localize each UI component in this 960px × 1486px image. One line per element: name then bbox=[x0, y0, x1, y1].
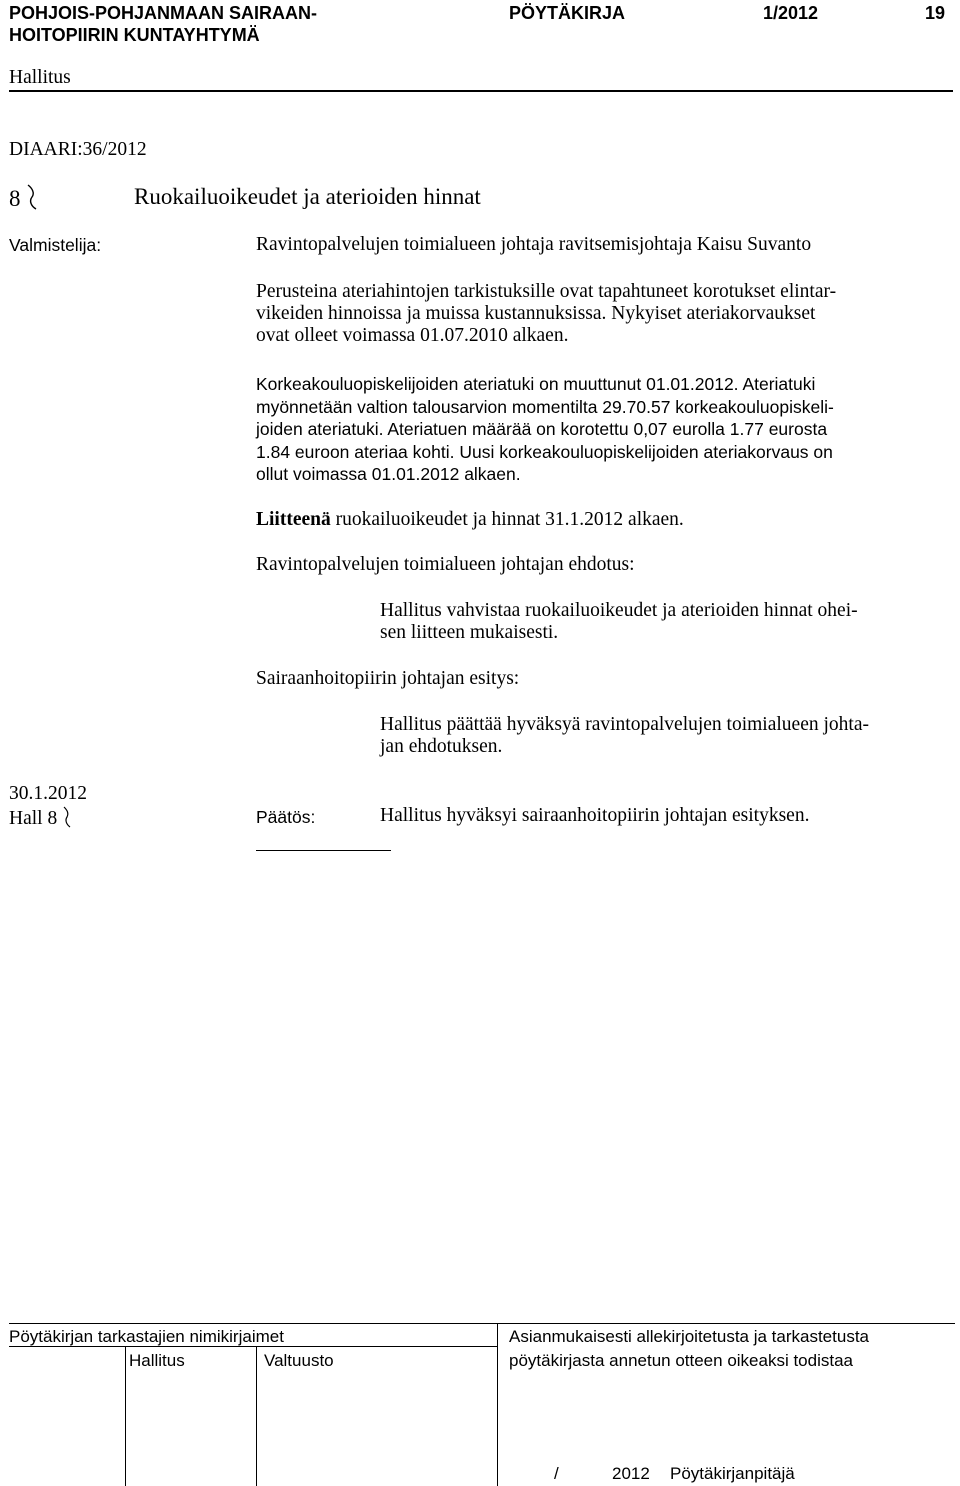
paragraph-2-line: joiden ateriatuki. Ateriatuen määrää on korotettu 0,07 eurolla 1.77 eurosta bbox=[256, 419, 828, 439]
section-number-row bbox=[9, 182, 33, 214]
header-rule bbox=[9, 90, 953, 92]
proposal-label: Ravintopalvelujen toimialueen johtajan ehdotus: bbox=[256, 554, 635, 575]
footer-divider bbox=[256, 1346, 257, 1486]
section-sign-icon bbox=[62, 805, 69, 829]
footer-certification-line2: pöytäkirjasta annetun otteen oikeaksi todistaa bbox=[509, 1351, 854, 1370]
presentation-line: Hallitus päättää hyväksyä ravintopalvelujen toimialueen johta- bbox=[380, 714, 869, 735]
decision-reference bbox=[9, 805, 69, 830]
footer-divider bbox=[125, 1346, 126, 1486]
decision-date: 30.1.2012 bbox=[9, 783, 87, 804]
paragraph-2-line: ollut voimassa 01.01.2012 alkaen. bbox=[256, 464, 521, 484]
attachment-text: ruokailuoikeudet ja hinnat 31.1.2012 alkaen. bbox=[330, 509, 684, 530]
document-type: PÖYTÄKIRJA bbox=[509, 3, 626, 23]
paragraph-1-line: ovat olleet voimassa 01.07.2010 alkaen. bbox=[256, 325, 569, 346]
section-sign-icon bbox=[26, 182, 33, 212]
footer-inner-rule bbox=[9, 1346, 497, 1347]
paragraph-2-line: Korkeakouluopiskelijoiden ateriatuki on muuttunut 01.01.2012. Ateriatuki bbox=[256, 374, 816, 394]
footer-divider bbox=[497, 1323, 498, 1486]
footer-rule bbox=[9, 1323, 955, 1324]
page-number: 19 bbox=[925, 3, 946, 23]
footer-inspectors-council: Valtuusto bbox=[264, 1351, 334, 1370]
paragraph-2-line: 1.84 euroon ateriaa kohti. Uusi korkeakouluopiskelijoiden ateriakorvaus on bbox=[256, 442, 833, 462]
decision-end-rule bbox=[256, 850, 391, 851]
issue-number: 1/2012 bbox=[763, 3, 819, 23]
footer-certification-line1: Asianmukaisesti allekirjoitetusta ja tarkastetusta bbox=[509, 1327, 869, 1346]
section-number: 8 bbox=[9, 186, 21, 211]
footer-signature-role: Pöytäkirjanpitäjä bbox=[670, 1464, 795, 1483]
footer-signature-year: 2012 bbox=[612, 1464, 650, 1483]
paragraph-1-line: vikeiden hinnoissa ja muissa kustannuksissa. Nykyiset ateriakorvaukset bbox=[256, 303, 816, 324]
decision-reference-text: Hall 8 bbox=[9, 808, 58, 829]
footer-inspectors-board: Hallitus bbox=[129, 1351, 185, 1370]
footer-signature-slash: / bbox=[554, 1464, 559, 1483]
org-name-line1: POHJOIS-POHJANMAAN SAIRAAN- bbox=[9, 3, 318, 23]
presentation-line: jan ehdotuksen. bbox=[380, 736, 503, 757]
proposal-line: Hallitus vahvistaa ruokailuoikeudet ja aterioiden hinnat ohei- bbox=[380, 600, 858, 621]
paragraph-1-line: Perusteina ateriahintojen tarkistuksille ovat tapahtuneet korotukset elintar- bbox=[256, 281, 837, 302]
header-body-name: Hallitus bbox=[9, 67, 71, 88]
attachment-label: Liitteenä bbox=[256, 509, 331, 530]
section-title: Ruokailuoikeudet ja aterioiden hinnat bbox=[134, 184, 481, 209]
preparer-name: Ravintopalvelujen toimialueen johtaja ravitsemisjohtaja Kaisu Suvanto bbox=[256, 234, 812, 255]
decision-label: Päätös: bbox=[256, 807, 316, 827]
footer-inspectors-title: Pöytäkirjan tarkastajien nimikirjaimet bbox=[9, 1327, 284, 1346]
org-name-line2: HOITOPIIRIN KUNTAYHTYMÄ bbox=[9, 25, 260, 45]
decision-text: Hallitus hyväksyi sairaanhoitopiirin johtajan esityksen. bbox=[380, 805, 810, 826]
paragraph-2-line: myönnetään valtion talousarvion momentilta 29.70.57 korkeakouluopiskeli- bbox=[256, 397, 834, 417]
diaari-number: DIAARI:36/2012 bbox=[9, 139, 147, 160]
proposal-line: sen liitteen mukaisesti. bbox=[380, 622, 559, 643]
preparer-label: Valmistelija: bbox=[9, 235, 102, 255]
attachment-line bbox=[256, 509, 684, 531]
presentation-label: Sairaanhoitopiirin johtajan esitys: bbox=[256, 668, 520, 689]
